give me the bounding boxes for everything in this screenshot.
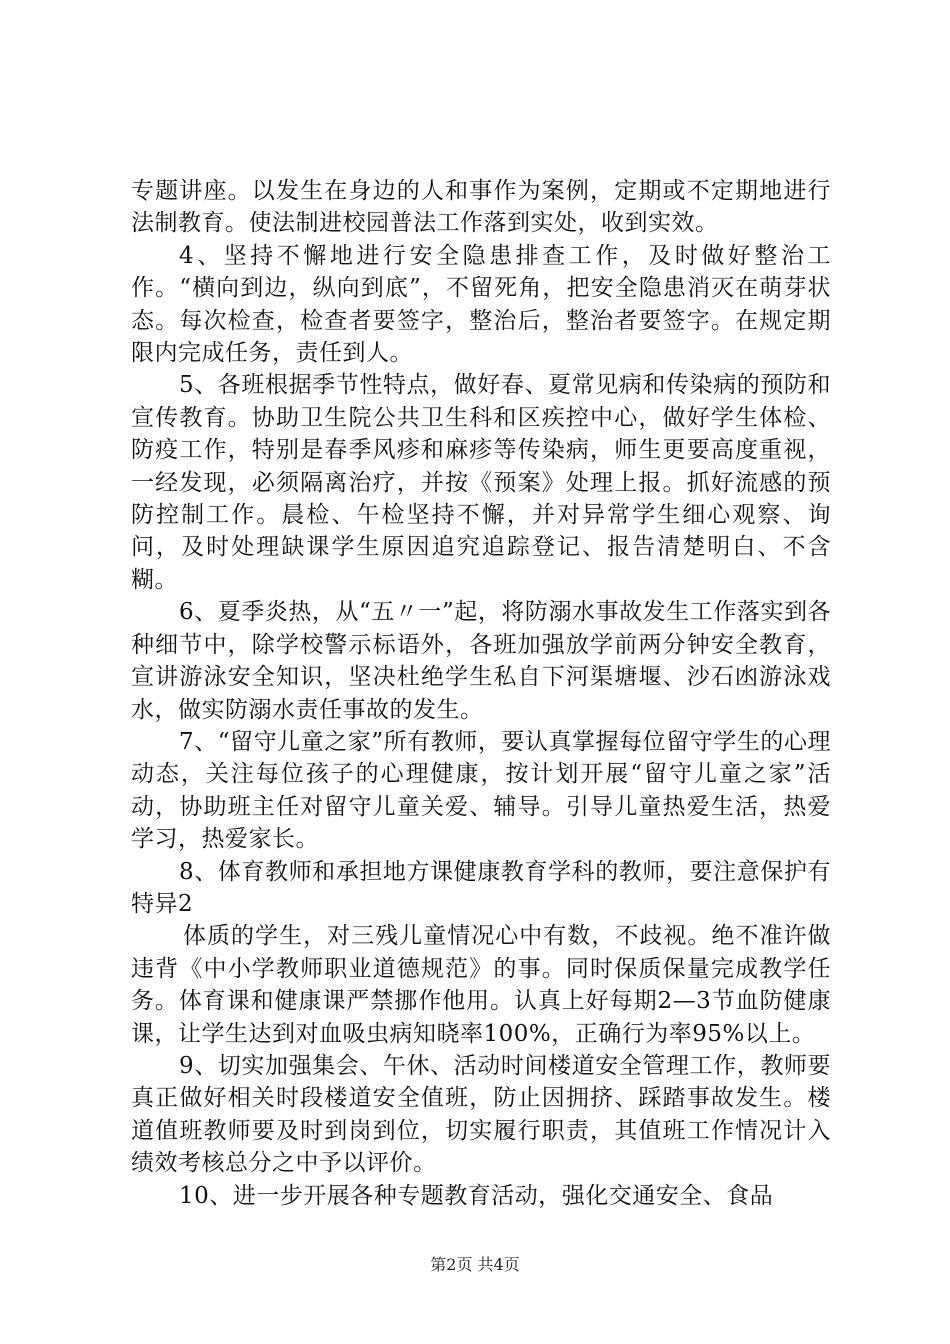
paragraph-item-5: 5、各班根据季节性特点，做好春、夏常见病和传染病的预防和宣传教育。协助卫生院公共卫生科和区疾控中心，做好学生体检、防疫工作，特别是春季风疹和麻疹等传染病，师生更要高度重视，一经发现，必须隔离治疗，并按《预案》处理上报。抓好流感的预防控制工作。晨检、午检坚持不懈，并对异常学生细心观察、询问，及时处理缺课学生原因追究追踪登记、报告清楚明白、不含糊。 (131, 372, 831, 593)
page-number-footer: 第2页 共4页 (430, 1255, 520, 1274)
paragraph-item-10: 10、进一步开展各种专题教育活动，强化交通安全、食品 (179, 1182, 774, 1209)
paragraph-item-9: 9、切实加强集会、午休、活动时间楼道安全管理工作，教师要真正做好相关时段楼道安全值班，防止因拥挤、踩踏事故发生。楼道值班教师要及时到岗到位，切实履行职责，其值班工作情况计入绩效考核总分之中予以评价。 (131, 1052, 831, 1177)
paragraph-item-6: 6、夏季炎热，从“五〃一”起，将防溺水事故发生工作落实到各种细节中，除学校警示标语外，各班加强放学前两分钟安全教育，宣讲游泳安全知识，坚决杜绝学生私自下河渠塘堰、沙石凼游泳戏水，做实防溺水责任事故的发生。 (131, 599, 831, 723)
paragraph-item-4: 4、坚持不懈地进行安全隐患排查工作，及时做好整治工作。“横向到边，纵向到底”，不留死角，把安全隐患消灭在萌芽状态。每次检查，检查者要签字，整治后，整治者要签字。在规定期限内完成任务，责任到人。 (131, 242, 831, 367)
document-body (131, 175, 831, 1212)
paragraph-item-7: 7、“留守儿童之家”所有教师，要认真掌握每位留守学生的心理动态，关注每位孩子的心理健康，按计划开展“留守儿童之家”活动，协助班主任对留守儿童关爱、辅导。引导儿童热爱生活，热爱学习，热爱家长。 (131, 728, 831, 853)
paragraph-item-8: 8、体育教师和承担地方课健康教育学科的教师，要注意保护有特异2 (131, 858, 831, 917)
paragraph-item-8-continued: 体质的学生，对三残儿童情况心中有数，不歧视。绝不准许做违背《中小学教师职业道德规范》的事。同时保质保量完成教学任务。体育课和健康课严禁挪作他用。认真上好每期2—3节血防健康课，让学生达到对血吸虫病知晓率100%，正确行为率95%以上。 (131, 923, 831, 1047)
paragraph-lecture: 专题讲座。以发生在身边的人和事作为案例，定期或不定期地进行法制教育。使法制进校园普法工作落到实处，收到实效。 (131, 178, 831, 237)
